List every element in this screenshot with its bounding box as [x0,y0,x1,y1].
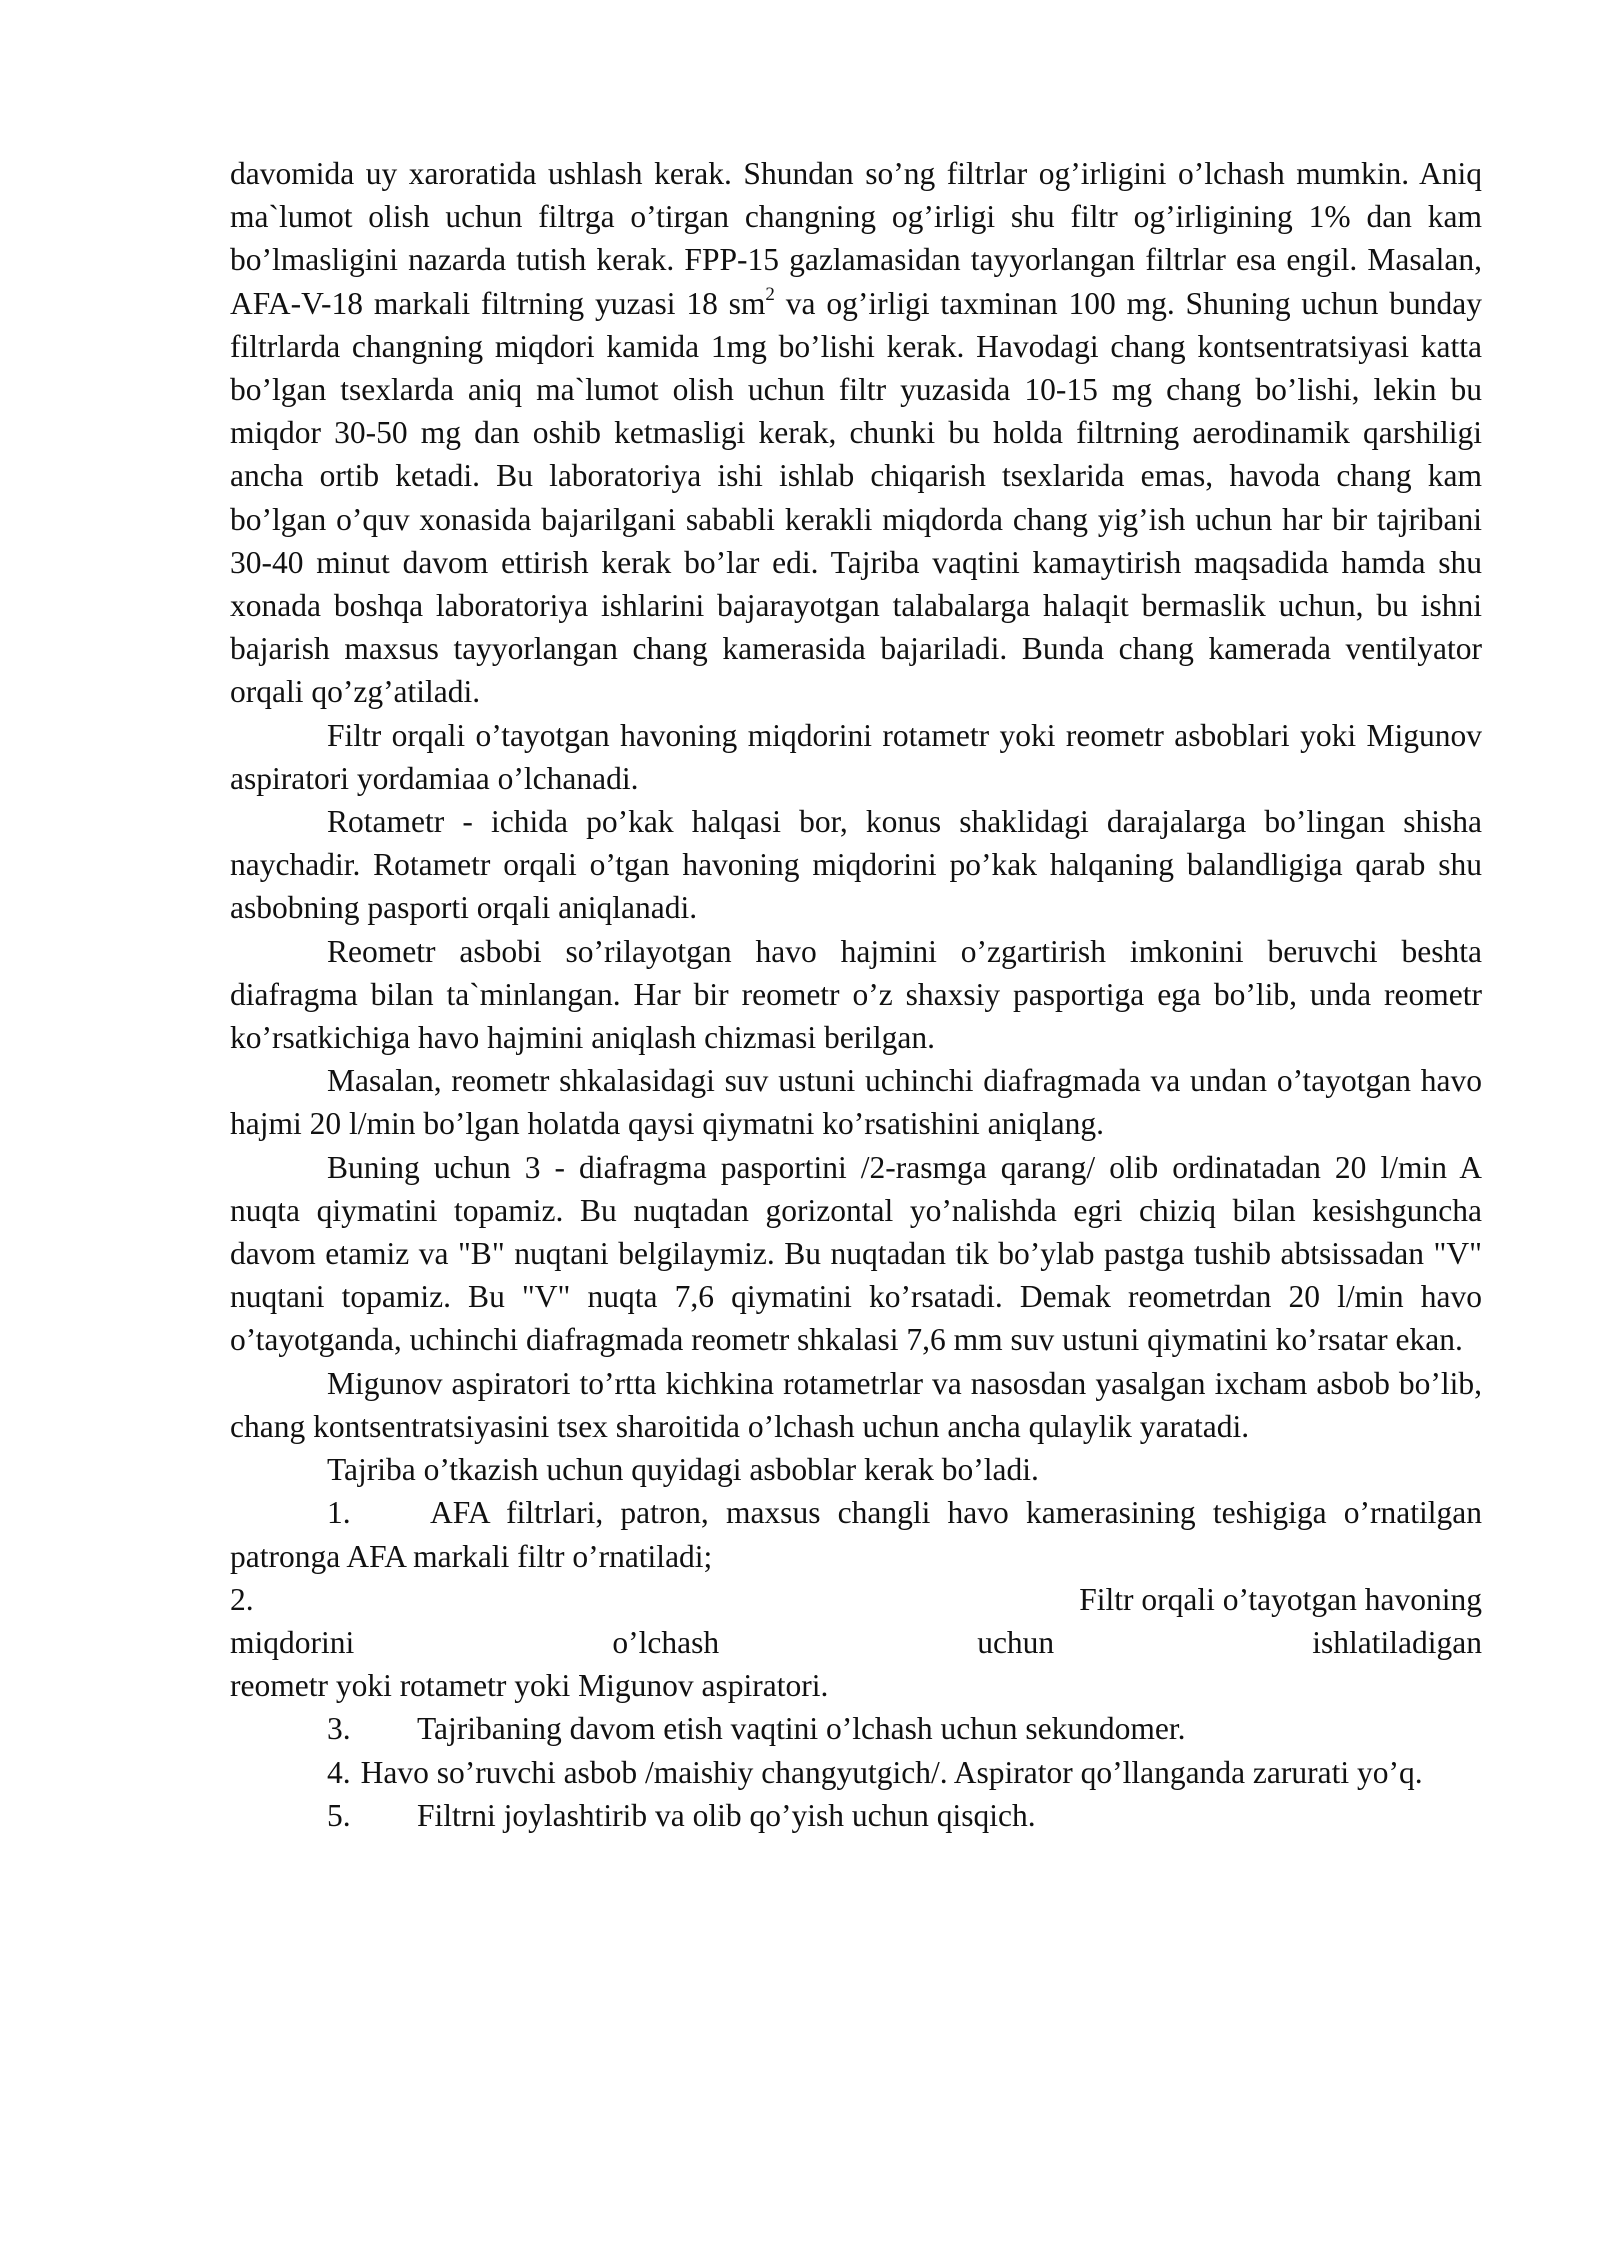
list-number: 2. [230,1581,254,1617]
list-item-2-line-1 [230,1578,1482,1621]
list-word: ishlatiladigan [1312,1624,1482,1660]
paragraph-filter-weighing [230,152,1482,714]
list-item-2 [230,1578,1482,1708]
list-word: uchun [977,1624,1055,1660]
paragraph-example: Masalan, reometr shkalasidagi suv ustuni uchinchi diafragmada va undan o’tayotgan havo hajmi 20 l/min bo’lgan holatda qaysi qiymatni ko’rsatishini aniqlang. [230,1063,1482,1142]
paragraph-rotameter: Rotametr - ichida po’kak halqasi bor, konus shaklidagi darajalarga bo’lingan shisha naychadir. Rotametr orqali o’tgan havoning miqdorini po’kak halqaning balandligiga qarab shu asbobning pasporti orqali aniqlanadi. [230,804,1482,926]
list-item-2-line-3: reometr yoki rotametr yoki Migunov aspiratori. [230,1668,829,1704]
list-item-4 [230,1751,1482,1794]
paragraph-reometer: Reometr asbobi so’rilayotgan havo hajmini o’zgartirish imkonini beruvchi beshta diafragma bilan ta`minlangan. Har bir reometr o’z shaxsiy pasportiga ega bo’lib, unda reometr ko’rsatkichiga havo hajmini aniqlash chizmasi berilgan. [230,933,1482,1056]
list-item-3 [230,1707,1482,1750]
list-number: 3. [327,1711,351,1747]
paragraph-air-measurement: Filtr orqali o’tayotgan havoning miqdorini rotametr yoki reometr asboblari yoki Migunov aspiratori yordamiaa o’lchanadi. [230,717,1482,796]
paragraph-equipment-intro: Tajriba o’tkazish uchun quyidagi asboblar kerak bo’ladi. [327,1452,1039,1488]
list-number: 1. [327,1495,351,1531]
paragraph-migunov-aspirator: Migunov aspiratori to’rtta kichkina rotametrlar va nasosdan yasalgan ixcham asbob bo’lib, chang kontsentratsiyasini tsex sharoitida o’lchash uchun ancha qulaylik yaratadi. [230,1365,1482,1444]
list-text: Tajribaning davom etish vaqtini o’lchash uchun sekundomer. [417,1711,1186,1747]
list-text: Filtr orqali o’tayotgan havoning [1079,1581,1482,1617]
list-word: o’lchash [612,1624,720,1660]
list-text: Havo so’ruvchi asbob /maishiy changyutgich/. Aspirator qo’llanganda zarurati yo’q. [360,1754,1423,1790]
list-word: miqdorini [230,1624,355,1660]
list-item-2-line-2 [230,1621,1482,1664]
equipment-list [230,1491,1482,1837]
list-number: 4. [327,1754,351,1790]
paragraph-text: davomida uy xaroratida ushlash kerak. Shundan so’ng filtrlar og’irligini o’lchash mumkin. Aniq ma`lumot olish uchun filtrga o’tirgan changning og’irligi shu filtr og’irligining 1% dan kam bo’lmasligini nazarda tutish kerak. FPP-15 gazlamasidan tayyorlangan filtrlar esa engil. Masalan, AFA-V-18 markali filtrning yuzasi 18 sm [230,156,1482,321]
superscript: 2 [765,283,775,305]
list-text: AFA filtrlari, patron, maxsus changli havo kamerasining teshigiga o’rnatilgan patronga AFA markali filtr o’rnatiladi; [230,1495,1482,1574]
list-number: 5. [327,1797,351,1833]
paragraph-solution: Buning uchun 3 - diafragma pasportini /2-rasmga qarang/ olib ordinatadan 20 l/min A nuqta qiymatini topamiz. Bu nuqtadan gorizontal yo’nalishda egri chiziq bilan kesishguncha davom etamiz va "B" nuqtani belgilaymiz. Bu nuqtadan tik bo’ylab pastga tushib abtsissadan "V" nuqtani topamiz. Bu "V" nuqta 7,6 qiymatini ko’rsatadi. Demak reometrdan 20 l/min havo o’tayotganda, uchinchi diafragmada reometr shkalasi 7,6 mm suv ustuni qiymatini ko’rsatar ekan. [230,1149,1482,1358]
paragraph-text: va og’irligi taxminan 100 mg. Shuning uchun bunday filtrlarda changning miqdori kamida 1mg bo’lishi kerak. Havodagi chang kontsentratsiyasi katta bo’lgan tsexlarda aniq ma`lumot olish uchun filtr yuzasida 10-15 mg chang bo’lishi, lekin bu miqdor 30-50 mg dan oshib ketmasligi kerak, chunki bu holda filtrning aerodinamik qarshiligi ancha ortib ketadi. Bu laboratoriya ishi ishlab chiqarish tsexlarida emas, havoda chang kam bo’lgan o’quv xonasida bajarilgani sababli kerakli miqdorda chang yig’ish uchun har bir tajribani 30-40 minut davom ettirish kerak bo’lar edi. Tajriba vaqtini kamaytirish maqsadida hamda shu xonada boshqa laboratoriya ishlarini bajarayotgan talabalarga halaqit bermaslik uchun, bu ishni bajarish maxsus tayyorlangan chang kamerasida bajariladi. Bunda chang kamerada ventilyator orqali qo’zg’atiladi. [230,285,1482,710]
list-item-1 [230,1491,1482,1577]
list-item-5 [230,1794,1482,1837]
list-text: Filtrni joylashtirib va olib qo’yish uchun qisqich. [417,1797,1036,1833]
document-page [230,152,1482,1837]
